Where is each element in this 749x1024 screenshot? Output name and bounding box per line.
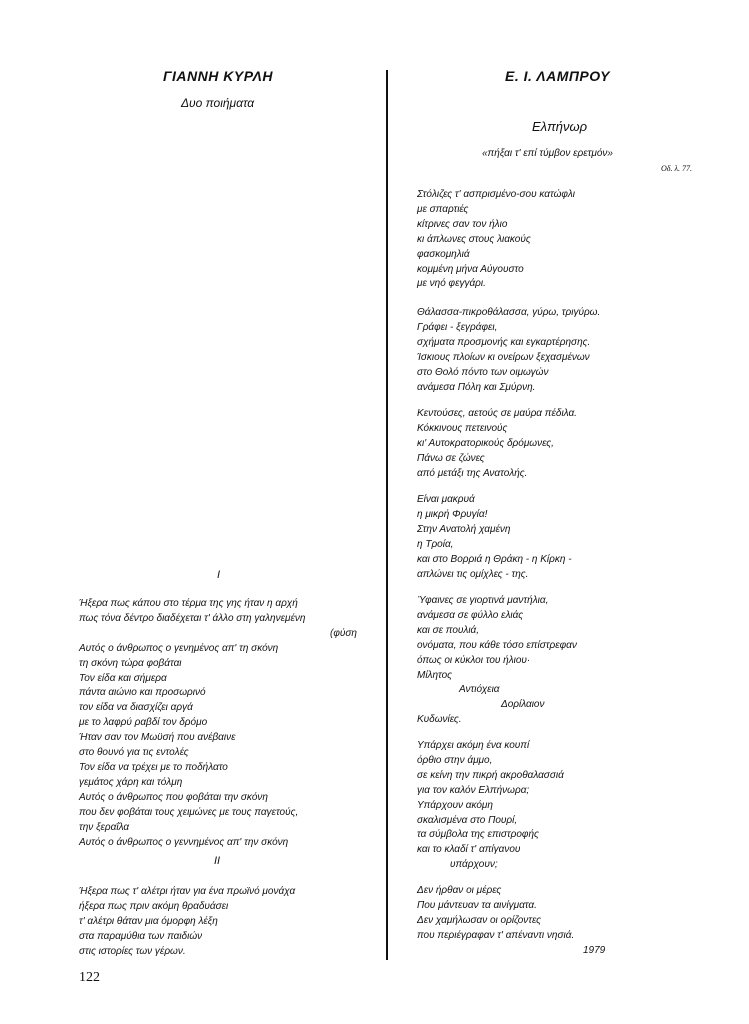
poem-line: στο θουνό για τις εντολές: [79, 747, 189, 759]
stanza-1: [417, 188, 575, 292]
left-poem-title: Δυο ποιήματα: [181, 96, 255, 110]
epigraph-reference: Οδ. λ. 77.: [661, 164, 692, 173]
poem-line: σχήματα προσμονής και εγκαρτέρησης.: [417, 336, 591, 348]
poem-line: Κεντούσες, αετούς σε μαύρα πέδιλα.: [417, 408, 577, 419]
section-numeral-2: II: [214, 855, 221, 867]
section-numeral-1: I: [217, 569, 221, 581]
right-poem-title: Ελπήνωρ: [532, 119, 588, 134]
poem-line: κίτρινες σαν τον ήλιο: [417, 218, 508, 230]
left-author: ΓΙΑΝΝΗ ΚΥΡΛΗ: [163, 68, 273, 84]
stanza-6: [417, 739, 564, 873]
poem-line: Θάλασσα-πικροθάλασσα, γύρω, τριγύρω.: [417, 307, 601, 318]
poem-line: στις ιστορίες των γέρων.: [79, 945, 186, 957]
poem-line: Δορίλαιον: [501, 699, 545, 711]
right-author: Ε. Ι. ΛΑΜΠΡΟΥ: [505, 68, 610, 84]
poem-line: Κυδωνίες.: [417, 714, 462, 726]
poem-line: στο Θολό πόντο των οιμωγών: [417, 366, 549, 378]
poem-line: Ήξερα πως τ' αλέτρι ήταν για ένα πρωϊνό μονάχα: [79, 886, 296, 897]
poem-line: Τον είδα να τρέχει με το ποδήλατο: [79, 761, 228, 773]
poem-line: Αυτός ο άνθρωπος ο γενημένος απ' τη σκόνη: [79, 642, 279, 654]
poem-line: κι' Αυτοκρατορικούς δρόμωνες,: [417, 437, 554, 449]
poem-line: τ' αλέτρι θάταν μια όμορφη λέξη: [79, 915, 218, 927]
poem-line: υπάρχουν;: [450, 859, 498, 871]
poem-line: Δεν χαμήλωσαν οι ορίζοντες: [417, 914, 542, 926]
poem-line: Μίλητος: [417, 669, 453, 681]
stanza-3: [417, 407, 577, 482]
poem-section-1: [79, 597, 357, 850]
stanza-7: [417, 884, 574, 944]
poem-line: τη σκόνη τώρα φοβάται: [79, 657, 182, 669]
poem-line: κομμένη μήνα Αύγουστο: [417, 263, 524, 275]
poem-line: ονόματα, που κάθε τόσο επίστρεφαν: [417, 639, 577, 651]
poem-line: Στην Ανατολή χαμένη: [417, 523, 511, 535]
poem-line: Ήξερα πως κάπου στο τέρμα της γης ήταν η αρχή: [79, 598, 298, 609]
column-divider: [386, 70, 388, 960]
poem-line: φασκομηλιά: [417, 248, 470, 260]
poem-line: η Τροία,: [417, 538, 454, 550]
poem-line: που περιέγραφαν τ' απέναντι νησιά.: [417, 929, 575, 941]
poem-line: Γράφει - ξεγράφει,: [417, 321, 498, 333]
poem-line: ήξερα πως πριν ακόμη θραδυάσει: [79, 900, 229, 912]
stanza-4: [417, 493, 572, 582]
poem-line: απλώνει τις ομίχλες - της.: [417, 568, 529, 580]
poem-line: με το λαφρύ ραβδί τον δρόμο: [79, 717, 208, 729]
poem-line: με νηό φεγγάρι.: [417, 278, 486, 290]
poem-line: σε κείνη την πικρή ακροθαλασσιά: [417, 769, 564, 781]
poem-line: και στο Βορριά η Θράκη - η Κίρκη -: [417, 553, 572, 565]
poem-line: που δεν φοβάται τους χειμώνες με τους παγετούς,: [79, 806, 299, 818]
poem-line: Ύφαινες σε γιορτινά μαντήλια,: [417, 595, 549, 606]
poem-line: Υπάρχει ακόμη ένα κουπί: [417, 740, 530, 751]
poem-line: (φύση: [330, 627, 357, 639]
poem-line: κι άπλωνες στους λιακούς: [417, 233, 531, 245]
poem-date: 1979: [583, 945, 606, 956]
poem-line: και το κλαδί τ' απίγανου: [417, 844, 521, 856]
poem-line: Ίσκιους πλοίων κι ονείρων ξεχασμένων: [417, 351, 590, 363]
poem-section-2: [79, 885, 295, 960]
poem-line: από μετάξι της Ανατολής.: [417, 467, 528, 479]
stanza-5: [417, 594, 577, 728]
poem-line: Αυτός ο άνθρωπος ο γεννημένος απ' την σκόνη: [79, 836, 289, 848]
poem-line: Που μάντευαν τα αινίγματα.: [417, 899, 537, 911]
poem-line: ανάμεσα Πόλη και Σμύρνη.: [417, 381, 536, 393]
poem-line: τα σύμβολα της επιστροφής: [417, 829, 539, 841]
poem-line: με σπαρτιές: [417, 203, 469, 215]
poem-line: Τον είδα και σήμερα: [79, 672, 167, 684]
poem-line: Ήταν σαν τον Μωϋσή που ανέβαινε: [79, 732, 236, 744]
poem-line: Υπάρχουν ακόμη: [417, 799, 493, 811]
poem-line: όπως οι κύκλοι του ήλιου·: [417, 654, 531, 666]
poem-line: πως τόνα δέντρο διαδέχεται τ' άλλο στη γαληνεμένη: [79, 612, 306, 624]
poem-line: Στόλιζες τ' ασπρισμένο-σου κατώφλι: [417, 189, 576, 200]
poem-line: η μικρή Φρυγία!: [417, 508, 488, 520]
poem-line: Είναι μακρυά: [417, 494, 475, 505]
poem-line: Αντιόχεια: [459, 684, 500, 696]
poem-line: την ξεραΐλα: [79, 821, 130, 833]
poem-line: Αυτός ο άνθρωπος που φοβάται την σκόνη: [79, 791, 268, 803]
poem-line: σκαλισμένα στο Πουρί,: [417, 814, 518, 826]
poem-line: Πάνω σε ζώνες: [417, 452, 485, 464]
poem-line: τον είδα να διασχίζει αργά: [79, 702, 193, 714]
poem-line: πάντα αιώνιο και προσωρινό: [79, 687, 206, 699]
poem-line: όρθιο στην άμμο,: [417, 754, 493, 766]
stanza-2: [417, 306, 600, 395]
poem-line: ανάμεσα σε φύλλο ελιάς: [417, 609, 524, 621]
epigraph: «πήξαι τ' επί τύμβον ερετμόν»: [482, 148, 613, 159]
poem-line: και σε πουλιά,: [417, 624, 480, 636]
poem-line: Δεν ήρθαν οι μέρες: [417, 885, 502, 896]
poem-line: στα παραμύθια των παιδιών: [79, 930, 203, 942]
poem-line: γεμάτος χάρη και τόλμη: [79, 776, 183, 788]
poem-line: για τον καλόν Ελπήνωρα;: [417, 784, 530, 796]
page-number: 122: [79, 970, 100, 985]
poem-line: Κόκκινους πετεινούς: [417, 422, 508, 434]
